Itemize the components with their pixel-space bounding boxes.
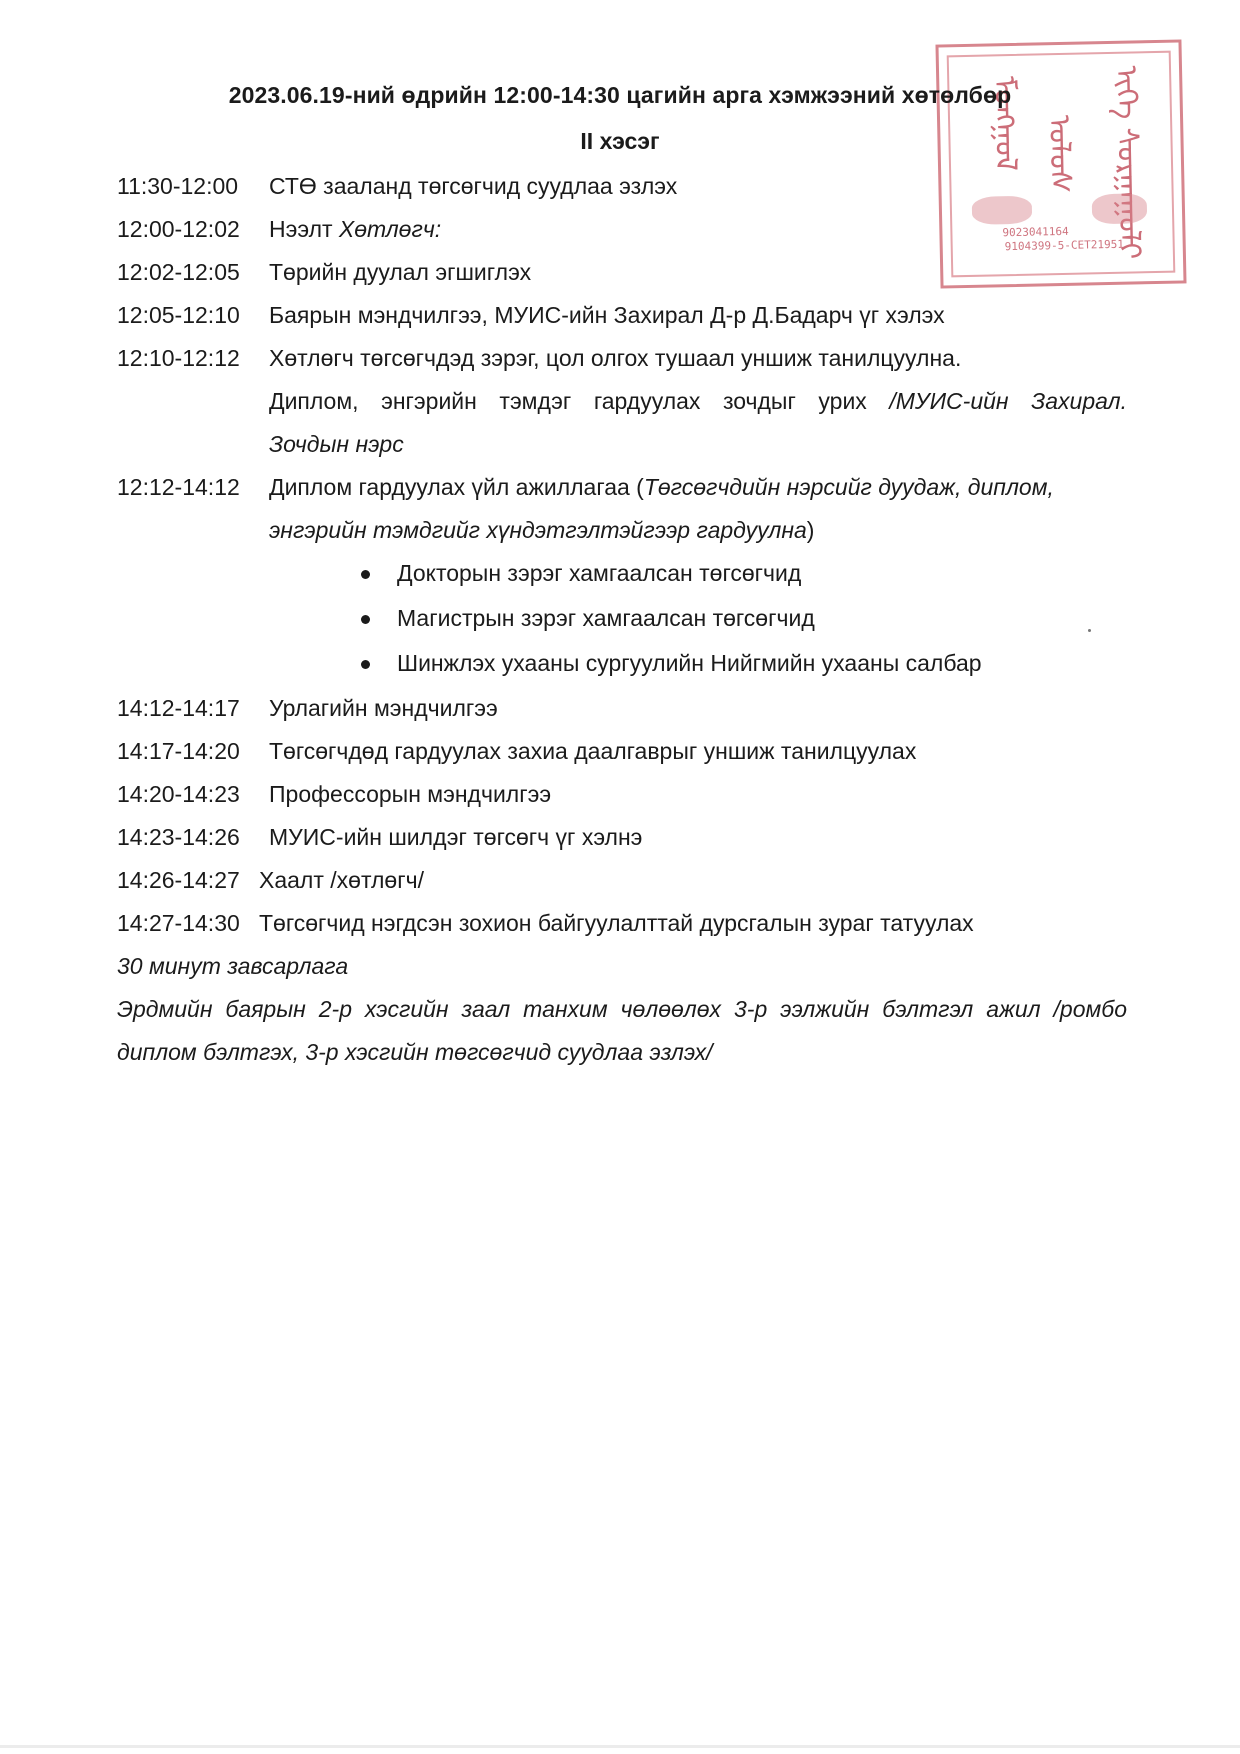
schedule-continuation-line: [269, 512, 1127, 548]
bullet-icon: [361, 615, 370, 624]
schedule-time: 14:12-14:17: [117, 695, 240, 721]
schedule-text: Төгсөгчдөд гардуулах захиа даалгаврыг уншиж танилцуулах: [269, 738, 917, 764]
schedule-continuation: [117, 426, 1127, 469]
schedule-row: [117, 340, 1127, 383]
bullet-list: [117, 555, 1127, 690]
list-item: [117, 600, 1127, 645]
stamp-script-3: ᠢᠬᠡ ᠰᠤᠷᠭᠠᠭᠤᠯᠢ: [1108, 65, 1147, 260]
schedule-text: МУИС-ийн шилдэг төгсөгч үг хэлнэ: [269, 824, 643, 850]
schedule-continuation: [117, 383, 1127, 426]
schedule-time: 12:02-12:05: [117, 259, 240, 285]
bullet-text: Докторын зэрэг хамгаалсан төгсөгчид: [397, 560, 802, 586]
schedule-continuation-line: [269, 383, 1127, 419]
list-item: [117, 645, 1127, 690]
schedule-time: 12:10-12:12: [117, 345, 240, 371]
list-item: [117, 555, 1127, 600]
schedule-time: 14:27-14:30: [117, 910, 240, 936]
schedule-continuation: [117, 512, 1127, 555]
stamp-script-1: ᠮᠣᠩᠭᠣᠯ: [987, 75, 1023, 172]
schedule-text: Урлагийн мэндчилгээ: [269, 695, 498, 721]
schedule-text-italic: Хөтлөгч:: [338, 216, 442, 242]
continuation-text: Диплом, энгэрийн тэмдэг гардуулах зочдыг урих: [269, 388, 867, 414]
continuation-italic: энгэрийн тэмдгийг хүндэтгэлтэйгээр гардуулна: [269, 517, 807, 543]
schedule-time: 12:05-12:10: [117, 302, 240, 328]
prep-note-line-2: диплом бэлтгэх, 3-р хэсгийн төгсөгчид суудлаа эзлэх/: [117, 1039, 713, 1065]
schedule-text-group: [269, 211, 1127, 247]
schedule-time: 12:12-14:12: [117, 474, 240, 500]
schedule-row: [117, 297, 1127, 340]
schedule-text-group: [269, 469, 1127, 505]
schedule-text: Нээлт: [269, 216, 333, 242]
schedule-time: 14:17-14:20: [117, 738, 240, 764]
schedule-time: 14:26-14:27: [117, 867, 240, 893]
schedule-time: 11:30-12:00: [117, 173, 239, 199]
schedule-text: Төгсөгчид нэгдсэн зохион байгуулалттай дурсгалын зураг татуулах: [259, 910, 974, 936]
schedule-time: 14:23-14:26: [117, 824, 240, 850]
schedule-text: Хаалт /хөтлөгч/: [259, 867, 424, 893]
prep-note-line-1: Эрдмийн баярын 2-р хэсгийн заал танхим чөлөөлөх 3-р ээлжийн бэлтгэл ажил /ромбо: [117, 996, 1127, 1022]
schedule-text: Төрийн дуулал эгшиглэх: [269, 259, 532, 285]
schedule-text: Диплом гардуулах үйл ажиллагаа (: [269, 474, 644, 500]
schedule-row: [117, 211, 1127, 254]
schedule-text: Профессорын мэндчилгээ: [269, 781, 552, 807]
stamp-number-1: 9023041164: [1002, 224, 1069, 240]
schedule-row: [117, 733, 1127, 776]
continuation-italic: /МУИС-ийн Захирал.: [889, 388, 1128, 414]
bullet-icon: [361, 660, 370, 669]
schedule-row: [117, 254, 1127, 297]
bullet-icon: [361, 570, 370, 579]
schedule-list: [117, 168, 1127, 1077]
schedule-row: [117, 168, 1127, 211]
schedule-text: Хөтлөгч төгсөгчдэд зэрэг, цол олгох тушаал уншиж танилцуулна.: [269, 345, 962, 371]
schedule-text: Баярын мэндчилгээ, МУИС-ийн Захирал Д-р Д.Бадарч үг хэлэх: [269, 302, 945, 328]
schedule-row: [117, 819, 1127, 862]
schedule-time: 12:00-12:02: [117, 216, 240, 242]
stamp-script-2: ᠤᠯᠤᠰ: [1041, 114, 1077, 194]
scan-speck: [1088, 629, 1091, 632]
continuation-italic: Зочдын нэрс: [269, 431, 404, 457]
bullet-text: Шинжлэх ухааны сургуулийн Нийгмийн ухааны салбар: [397, 650, 982, 676]
schedule-text-italic: Төгсөгчдийн нэрсийг дуудаж, диплом,: [643, 474, 1054, 500]
schedule-time: 14:20-14:23: [117, 781, 240, 807]
document-subtitle: II хэсэг: [580, 128, 660, 154]
schedule-row: [117, 776, 1127, 819]
document-title: 2023.06.19-ний өдрийн 12:00-14:30 цагийн арга хэмжээний хөтөлбөр: [228, 82, 1012, 108]
schedule-row: [117, 905, 1127, 948]
schedule-row: [117, 469, 1127, 512]
stamp-number-2: 9104399-5-CET21951: [1004, 237, 1125, 254]
bullet-text: Магистрын зэрэг хамгаалсан төгсөгчид: [397, 605, 815, 631]
schedule-row: [117, 690, 1127, 733]
schedule-text: СТӨ зааланд төгсөгчид суудлаа эзлэх: [269, 173, 678, 199]
break-note: 30 минут завсарлага: [117, 953, 349, 979]
scan-bottom-edge: [0, 1745, 1240, 1748]
continuation-text: ): [806, 517, 815, 543]
schedule-continuation-line: [269, 426, 1127, 462]
schedule-row: [117, 862, 1127, 905]
